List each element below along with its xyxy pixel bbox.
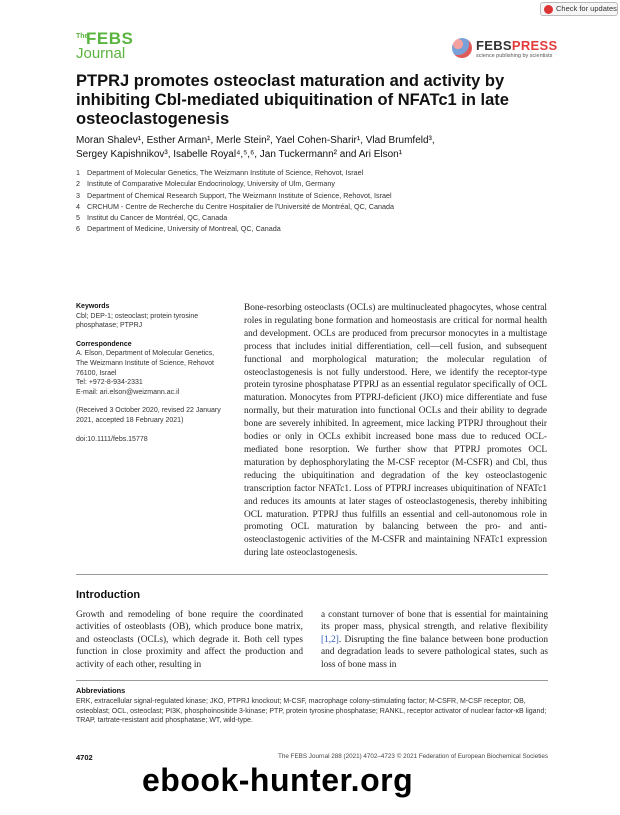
affiliation-item: 3 Department of Chemical Research Support, The Weizmann Institute of Science, Rehovot, Israel bbox=[76, 190, 392, 200]
affiliation-list bbox=[76, 167, 556, 235]
authors-line-2: Sergey Kapishnikov³, Isabelle Royal⁴,⁵,⁶, Jan Tuckermann² and Ari Elson¹ bbox=[76, 149, 403, 160]
keywords-heading: Keywords bbox=[76, 303, 110, 310]
article-title: PTPRJ promotes osteoclast maturation and activity by inhibiting Cbl-mediated ubiquitination of NFATc1 in late osteoclastogenesis bbox=[76, 72, 509, 128]
received-dates: (Received 3 October 2020, revised 22 January 2021, accepted 18 February 2021) bbox=[76, 407, 221, 424]
logo-journal: Journal bbox=[76, 45, 126, 62]
keywords-text: Cbl; DEP-1; osteoclast; protein tyrosine phosphatase; PTPRJ bbox=[76, 312, 199, 330]
section-divider bbox=[76, 574, 548, 575]
journal-footer: The FEBS Journal 288 (2021) 4702–4723 © 2021 Federation of European Biochemical Societies bbox=[278, 753, 548, 760]
logo-febs: FEBS bbox=[86, 29, 134, 48]
affiliation-item: 4 CRCHUM - Centre de Recherche du Centre Hospitalier de l'Université de Montréal, QC, Canada bbox=[76, 201, 394, 211]
article-sidebar bbox=[76, 302, 226, 453]
abbreviations-heading: Abbreviations bbox=[76, 686, 126, 695]
citation-link[interactable]: [1,2] bbox=[321, 634, 339, 645]
check-for-updates-button[interactable] bbox=[540, 2, 618, 16]
page-number: 4702 bbox=[76, 753, 93, 762]
authors-line-1: Moran Shalev¹, Esther Arman¹, Merle Stein², Yael Cohen-Sharir¹, Vlad Brumfeld³, bbox=[76, 135, 435, 146]
author-list bbox=[76, 134, 536, 162]
abbreviations-text: ERK, extracellular signal-regulated kinase; JKO, PTPRJ knockout; M-CSF, macrophage colony-stimulating factor; M-CSFR, M-CSF receptor; OB, osteoblast; OCL, osteoclast; PI3K, phosphoinositide 3-kinase; PTP, protein tyrosine phosphatase; RANKL, receptor activator of nuclear factor-κB ligand; TRAP, tartrate-resistant acid phosphatase; WT, wild-type. bbox=[76, 698, 547, 725]
affiliation-item: 2 Institute of Comparative Molecular Endocrinology, University of Ulm, Germany bbox=[76, 179, 335, 189]
intro-left-column: Growth and remodeling of bone require the coordinated activities of osteoblasts (OB), which produce bone matrix, and osteoclasts (OCLs), which degrade it. Both cell types function in close proximity and affect the production and activity of each other, resulting in bbox=[76, 610, 303, 670]
doi-link[interactable]: doi:10.1111/febs.15778 bbox=[76, 435, 148, 443]
correspondence-address: A. Elson, Department of Molecular Genetics, The Weizmann Institute of Science, Rehovot 76100, Israel bbox=[76, 350, 215, 377]
affiliation-item: 1 Department of Molecular Genetics, The Weizmann Institute of Science, Rehovot, Israel bbox=[76, 168, 364, 177]
crossmark-icon bbox=[544, 5, 553, 14]
correspondence-tel: Tel: +972-8-934-2331 bbox=[76, 379, 143, 387]
check-for-updates-label: Check for updates bbox=[556, 4, 617, 13]
correspondence-email[interactable]: E-mail: ari.elson@weizmann.ac.il bbox=[76, 388, 180, 396]
affiliation-item: 6 Department of Medicine, University of Montreal, QC, Canada bbox=[76, 224, 281, 234]
logo-the: The bbox=[76, 33, 89, 40]
press-tagline: science publishing by scientists bbox=[476, 53, 553, 59]
febs-journal-logo bbox=[76, 29, 156, 63]
affiliation-item: 5 Institut du Cancer de Montréal, QC, Canada bbox=[76, 213, 228, 223]
correspondence-heading: Correspondence bbox=[76, 340, 132, 348]
abstract-text: Bone-resorbing osteoclasts (OCLs) are multinucleated phagocytes, whose central roles in regulating bone formation and homeostasis are critical for normal health and development. OCLs are produced from precursor monocytes in a multistage process that includes initial differentiation, cell—cell fusion, and subsequent functional and morphological maturation; the molecular regulation of osteoclastogenesis is not fully understood. Here, we identify the receptor-type protein tyrosine phosphatase PTPRJ as an essential regulator specifically of OCL maturation. Monocytes from PTPRJ-deficient (JKO) mice differentiate and fuse normally, but their maturation into functional OCLs and their ability to degrade bone are severely inhibited. In agreement, mice lacking PTPRJ throughout their bodies or only in OCLs exhibit increased bone mass due to reduced OCL-mediated bone resorption. We further show that PTPRJ promotes OCL maturation by dephosphorylating the M-CSF receptor (M-CSFR) and Cbl, thus reducing the ubiquitination and degradation of the key osteoclastogenic transcription factor NFATc1. Loss of PTPRJ increases ubiquitination of NFATc1 and reduces its amounts at later stages of osteoclastogenesis, thereby inhibiting OCL maturation. PTPRJ thus fulfills an essential and cell-autonomous role in promoting OCL maturation by balancing between the pro- and anti-osteoclastogenic activities of the M-CSFR and maintaining NFATc1 expression during late osteoclastogenesis. bbox=[244, 303, 547, 559]
intro-right-column: a constant turnover of bone that is essential for maintaining its proper mass, physical strength, and relative flexibility [1,2]. Disrupting the fine balance between bone production and degradation leads to severe pathological states, such as loss of bone mass in bbox=[321, 610, 548, 670]
watermark: ebook-hunter.org bbox=[142, 762, 414, 798]
abbreviations-divider bbox=[76, 680, 548, 681]
press-name: FEBSPRESS bbox=[476, 38, 558, 53]
febs-press-emblem-icon bbox=[452, 38, 472, 58]
introduction-heading: Introduction bbox=[76, 589, 141, 601]
febs-press-logo bbox=[452, 34, 562, 62]
